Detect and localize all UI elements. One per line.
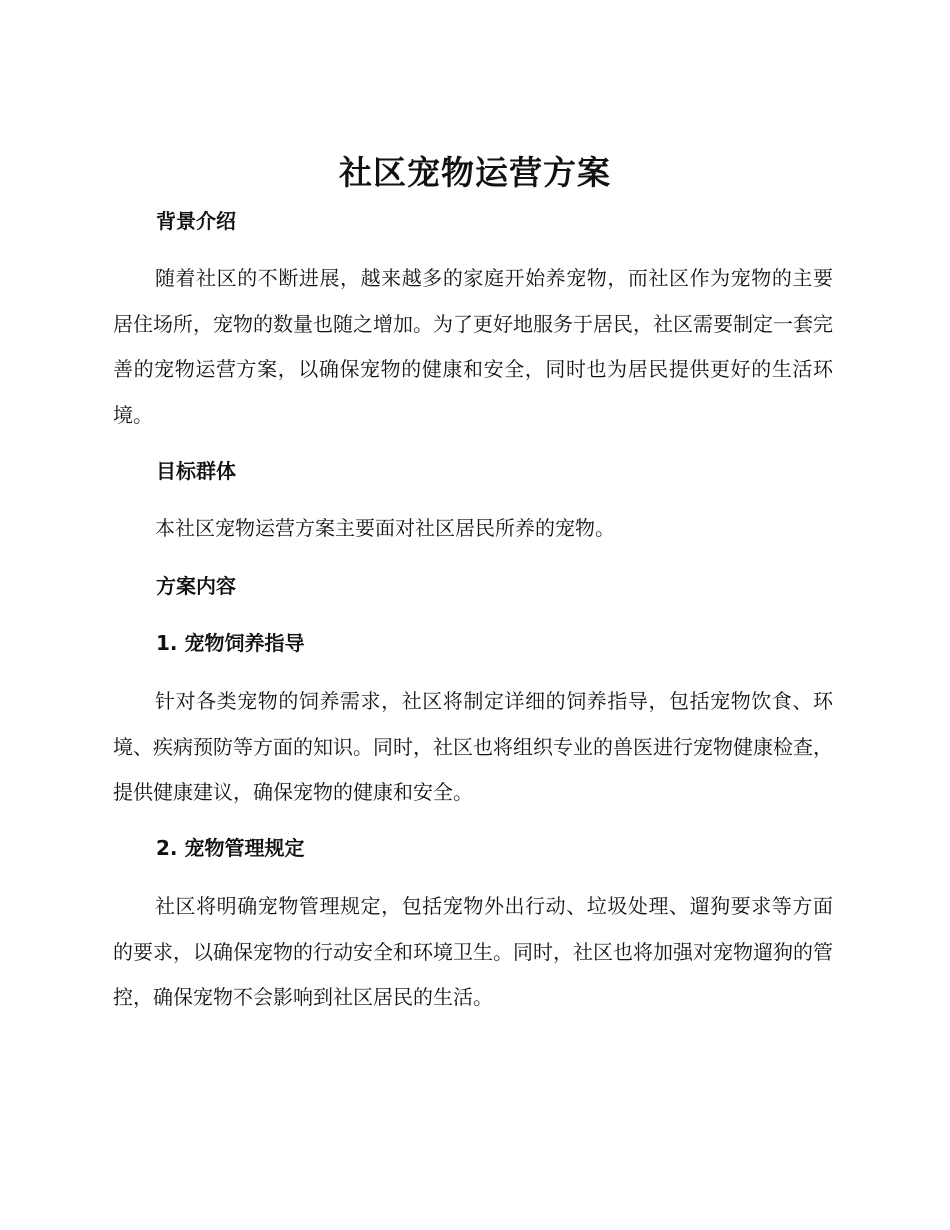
section-heading-background: 背景介绍 [156,209,236,233]
paragraph-background: 随着社区的不断进展，越来越多的家庭开始养宠物，而社区作为宠物的主要居住场所，宠物的数量也随之增加。为了更好地服务于居民，社区需要制定一套完善的宠物运营方案，以确保宠物的健康和安全，同时也为居民提供更好的生活环境。 [113,266,833,427]
paragraph-feeding-guide: 针对各类宠物的饲养需求，社区将制定详细的饲养指导，包括宠物饮食、环境、疾病预防等方面的知识。同时，社区也将组织专业的兽医进行宠物健康检查，提供健康建议，确保宠物的健康和安全。 [113,689,833,804]
paragraph-target-group: 本社区宠物运营方案主要面对社区居民所养的宠物。 [155,516,615,540]
section-heading-feeding-guide: 1. 宠物饲养指导 [156,631,305,655]
section-heading-target-group: 目标群体 [156,459,236,483]
section-heading-plan-content: 方案内容 [156,574,236,598]
paragraph-management-rules: 社区将明确宠物管理规定，包括宠物外出行动、垃圾处理、遛狗要求等方面的要求，以确保宠物的行动安全和环境卫生。同时，社区也将加强对宠物遛狗的管控，确保宠物不会影响到社区居民的生活。 [113,894,833,1009]
section-heading-management-rules: 2. 宠物管理规定 [156,836,305,860]
document-title: 社区宠物运营方案 [339,153,611,192]
